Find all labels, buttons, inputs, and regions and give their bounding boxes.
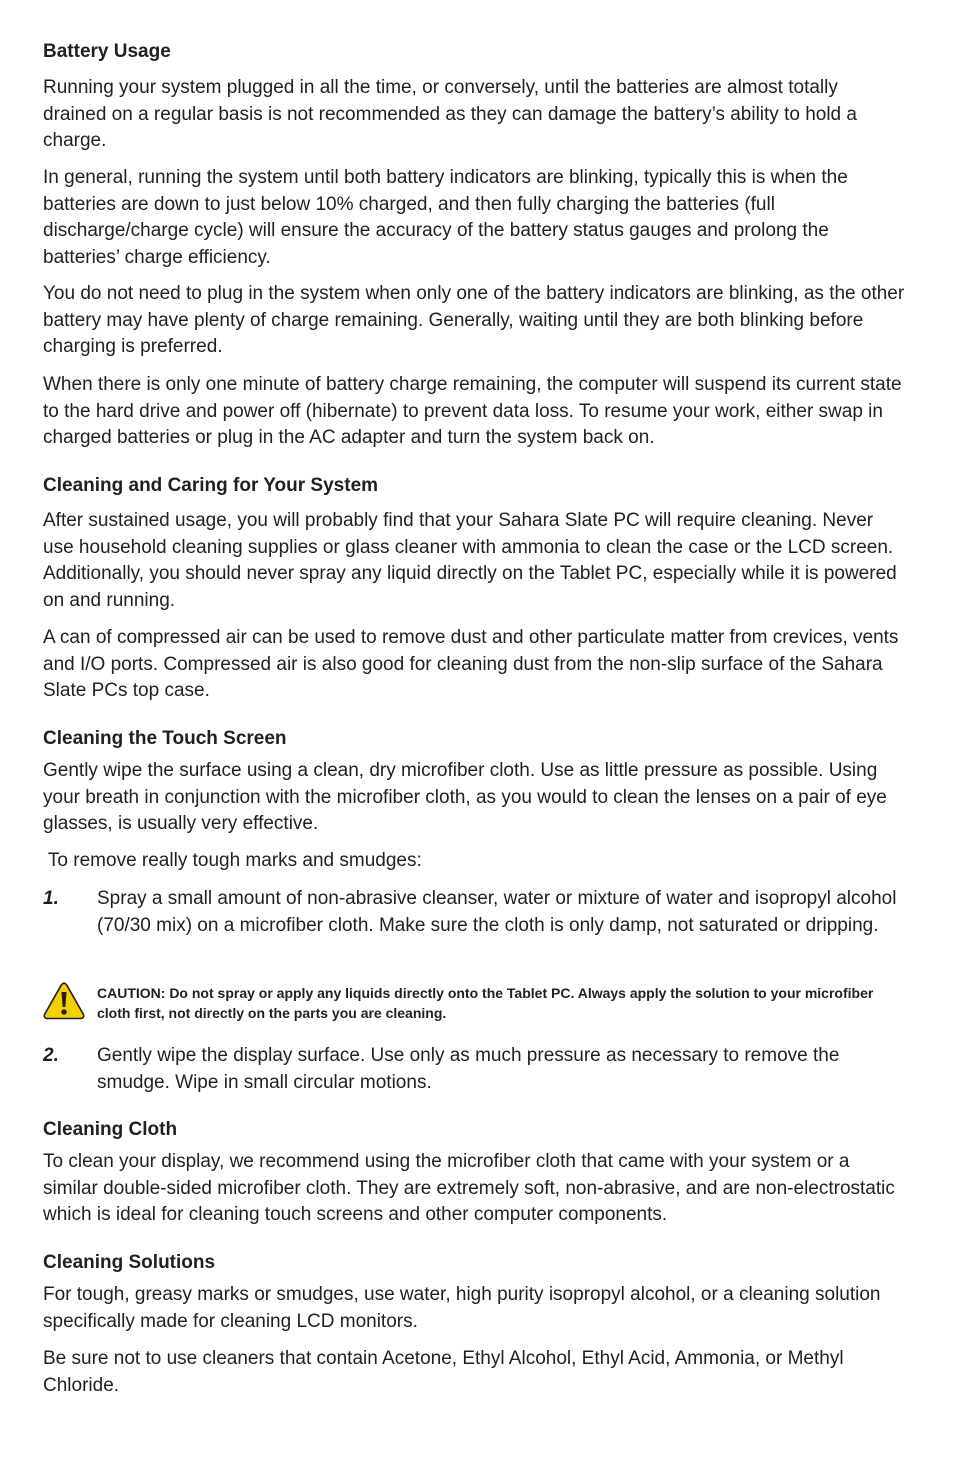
- paragraph: In general, running the system until both battery indicators are blinking, typically this is when the batteries are down to just below 10% charged, and then fully charging the batteries (full discharge/charge cycle) will ensure the accuracy of the battery status gauges and prolong the batteries’ charge efficiency.: [43, 167, 848, 268]
- heading-cleaning-touch-screen: Cleaning the Touch Screen: [43, 728, 287, 749]
- heading-cleaning-and-caring: Cleaning and Caring for Your System: [43, 475, 379, 496]
- step-text: Spray a small amount of non-abrasive cleanser, water or mixture of water and isopropyl alcohol (70/30 mix) on a microfiber cloth. Make sure the cloth is only damp, not saturated or dripping.: [97, 888, 897, 936]
- heading-cleaning-solutions: Cleaning Solutions: [43, 1252, 216, 1273]
- step-number: 2.: [43, 1045, 59, 1066]
- step-number: 1.: [43, 888, 59, 909]
- paragraph: A can of compressed air can be used to remove dust and other particulate matter from crevices, vents and I/O ports. Compressed air is also good for cleaning dust from the non-slip surface of the Sahara Slate PCs top case.: [43, 627, 899, 701]
- steps-intro: To remove really tough marks and smudges:: [43, 850, 422, 871]
- step-text: Gently wipe the display surface. Use only as much pressure as necessary to remove the smudge. Wipe in small circular motions.: [97, 1045, 840, 1093]
- paragraph: Gently wipe the surface using a clean, dry microfiber cloth. Use as little pressure as possible. Using your breath in conjunction with the microfiber cloth, as you would to clean the lenses on a pair of eye glasses, is usually very effective.: [43, 760, 887, 834]
- paragraph: You do not need to plug in the system when only one of the battery indicators are blinking, as the other battery may have plenty of charge remaining. Generally, waiting until they are both blinking before charging is preferred.: [43, 283, 905, 357]
- paragraph: When there is only one minute of battery charge remaining, the computer will suspend its current state to the hard drive and power off (hibernate) to prevent data loss. To resume your work, either swap in charged batteries or plug in the AC adapter and turn the system back on.: [43, 374, 902, 448]
- paragraph: To clean your display, we recommend using the microfiber cloth that came with your system or a similar double-sided microfiber cloth. They are extremely soft, non-abrasive, and are non-electrostatic which is ideal for cleaning touch screens and other computer components.: [43, 1151, 895, 1225]
- heading-battery-usage: Battery Usage: [43, 41, 171, 62]
- caution-text: CAUTION: Do not spray or apply any liquids directly onto the Tablet PC. Always apply the solution to your microfiber cloth first, not directly on the parts you are cleaning.: [97, 985, 874, 1021]
- warning-triangle-icon: [43, 982, 85, 1020]
- paragraph: For tough, greasy marks or smudges, use water, high purity isopropyl alcohol, or a cleaning solution specifically made for cleaning LCD monitors.: [43, 1284, 881, 1332]
- heading-cleaning-cloth: Cleaning Cloth: [43, 1119, 178, 1140]
- paragraph: After sustained usage, you will probably find that your Sahara Slate PC will require cleaning. Never use household cleaning supplies or glass cleaner with ammonia to clean the case or the LCD screen. Additionally, you should never spray any liquid directly on the Tablet PC, especially while it is powered on and running.: [43, 510, 897, 611]
- paragraph: Be sure not to use cleaners that contain Acetone, Ethyl Alcohol, Ethyl Acid, Ammonia, or Methyl Chloride.: [43, 1348, 844, 1396]
- paragraph: Running your system plugged in all the time, or conversely, until the batteries are almost totally drained on a regular basis is not recommended as they can damage the battery’s ability to hold a charge.: [43, 77, 857, 151]
